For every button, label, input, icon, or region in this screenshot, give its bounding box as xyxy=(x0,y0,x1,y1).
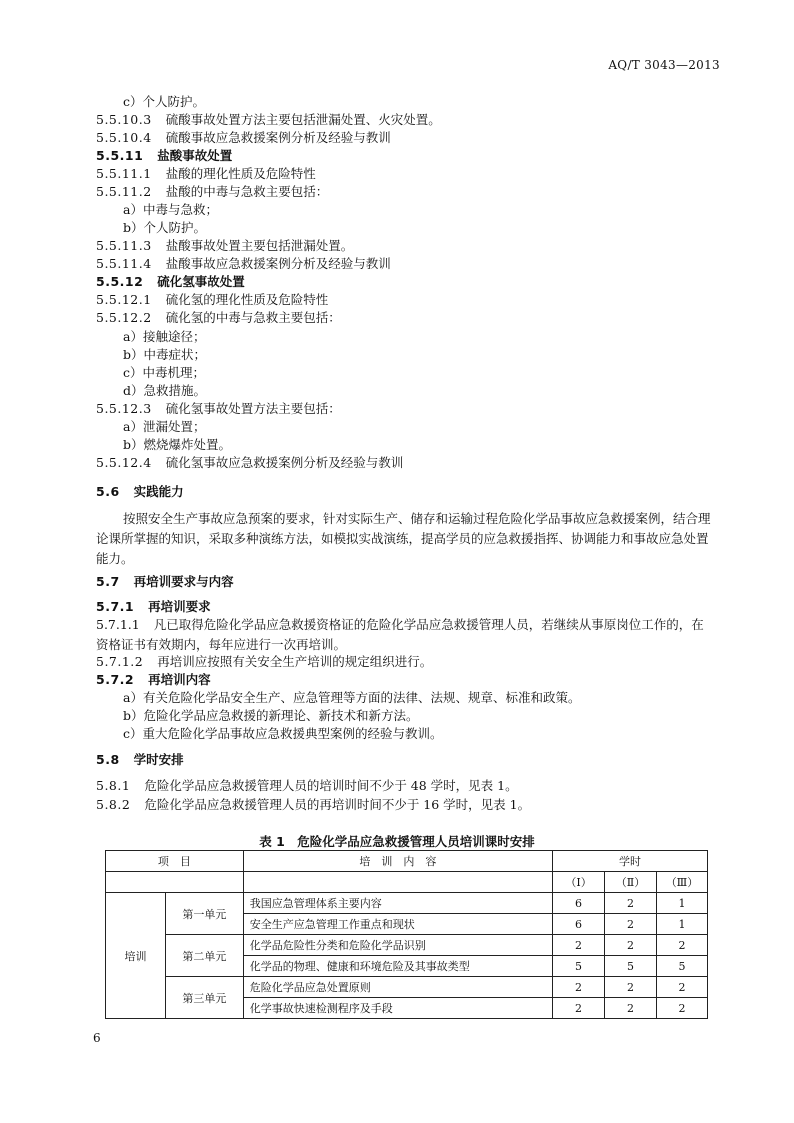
header-col-2: （Ⅱ） xyxy=(605,872,657,893)
table-row: 化学事故快速检测程序及手段 2 2 2 xyxy=(106,998,708,1019)
list-item: c）重大危险化学品事故应急救援典型案例的经验与教训。 xyxy=(123,726,443,741)
clause-heading: 5.5.12 硫化氢事故处置 xyxy=(96,274,245,289)
table-row: 安全生产应急管理工作重点和现状 6 2 1 xyxy=(106,914,708,935)
table-row: 化学品的物理、健康和环境危险及其事故类型 5 5 5 xyxy=(106,956,708,977)
group-label: 培训 xyxy=(106,893,166,1019)
table-row: 第三单元 危险化学品应急处置原则 2 2 2 xyxy=(106,977,708,998)
training-hours-table xyxy=(105,850,708,1019)
list-item: b）中毒症状； xyxy=(123,347,207,362)
list-item: b）危险化学品应急救援的新理论、新技术和新方法。 xyxy=(123,708,419,723)
header-item: 项 目 xyxy=(106,851,244,872)
clause-paragraph: 5.7.1.1 凡已取得危险化学品应急救援资格证的危险化学品应急救援管理人员，若继续从事原岗位工作的，在资格证书有效期内，每年应进行一次再培训。 xyxy=(96,617,704,652)
clause: 5.7.1.2 再培训应按照有关安全生产培训的规定组织进行。 xyxy=(96,654,433,669)
clause: 5.5.10.4 硫酸事故应急救援案例分析及经验与教训 xyxy=(96,130,391,145)
header-col-3: （Ⅲ） xyxy=(656,872,707,893)
list-item: b）个人防护。 xyxy=(123,220,207,235)
clause: 5.5.11.3 盐酸事故处置主要包括泄漏处置。 xyxy=(96,238,354,253)
section-heading: 5.6 实践能力 xyxy=(96,484,184,499)
list-item: b）燃烧爆炸处置。 xyxy=(123,437,232,452)
clause: 5.5.10.3 硫酸事故处置方法主要包括泄漏处置、火灾处置。 xyxy=(96,112,441,127)
clause: 5.8.2 危险化学品应急救援管理人员的再培训时间不少于 16 学时，见表 1。 xyxy=(96,797,531,812)
table-row: 培训 第一单元 我国应急管理体系主要内容 6 2 1 xyxy=(106,893,708,914)
table-row: 第二单元 化学品危险性分类和危险化学品识别 2 2 2 xyxy=(106,935,708,956)
clause: 5.5.12.4 硫化氢事故应急救援案例分析及经验与教训 xyxy=(96,455,404,470)
header-hours: 学时 xyxy=(553,851,708,872)
standard-code: AQ/T 3043—2013 xyxy=(608,58,720,72)
list-item: a）有关危险化学品安全生产、应急管理等方面的法律、法规、规章、标准和政策。 xyxy=(123,690,581,705)
clause-heading: 5.7.1 再培训要求 xyxy=(96,599,211,614)
section-paragraph: 按照安全生产事故应急预案的要求，针对实际生产、储存和运输过程危险化学品事故应急救援案例，结合理论课所掌握的知识，采取多种演练方法，如模拟实战演练，提高学员的应急救援指挥、协调能力和事故应急处置能力。 xyxy=(96,511,711,566)
unit-label: 第三单元 xyxy=(165,977,243,1019)
page-number: 6 xyxy=(93,1031,101,1045)
list-item: a）接触途径； xyxy=(123,329,206,344)
unit-label: 第二单元 xyxy=(165,935,243,977)
header-col-1: （Ⅰ） xyxy=(553,872,605,893)
clause-heading: 5.7.2 再培训内容 xyxy=(96,672,211,687)
table-caption: 表 1 危险化学品应急救援管理人员培训课时安排 xyxy=(259,834,535,849)
clause-heading: 5.5.11 盐酸事故处置 xyxy=(96,148,233,163)
clause: 5.5.12.2 硫化氢的中毒与急救主要包括： xyxy=(96,310,341,325)
list-item: c）个人防护。 xyxy=(123,94,206,109)
header-content: 培 训 内 容 xyxy=(243,851,552,872)
clause: 5.5.11.1 盐酸的理化性质及危险特性 xyxy=(96,166,316,181)
clause: 5.8.1 危险化学品应急救援管理人员的培训时间不少于 48 学时，见表 1。 xyxy=(96,778,518,793)
clause: 5.5.11.2 盐酸的中毒与急救主要包括： xyxy=(96,184,329,199)
section-heading: 5.7 再培训要求与内容 xyxy=(96,574,234,589)
unit-label: 第一单元 xyxy=(165,893,243,935)
clause: 5.5.12.1 硫化氢的理化性质及危险特性 xyxy=(96,292,329,307)
clause: 5.5.12.3 硫化氢事故处置方法主要包括： xyxy=(96,401,341,416)
list-item: d）急救措施。 xyxy=(123,383,207,398)
list-item: a）中毒与急救； xyxy=(123,202,218,217)
list-item: a）泄漏处置； xyxy=(123,419,206,434)
list-item: c）中毒机理； xyxy=(123,365,206,380)
clause: 5.5.11.4 盐酸事故应急救援案例分析及经验与教训 xyxy=(96,256,391,271)
section-heading: 5.8 学时安排 xyxy=(96,752,184,767)
